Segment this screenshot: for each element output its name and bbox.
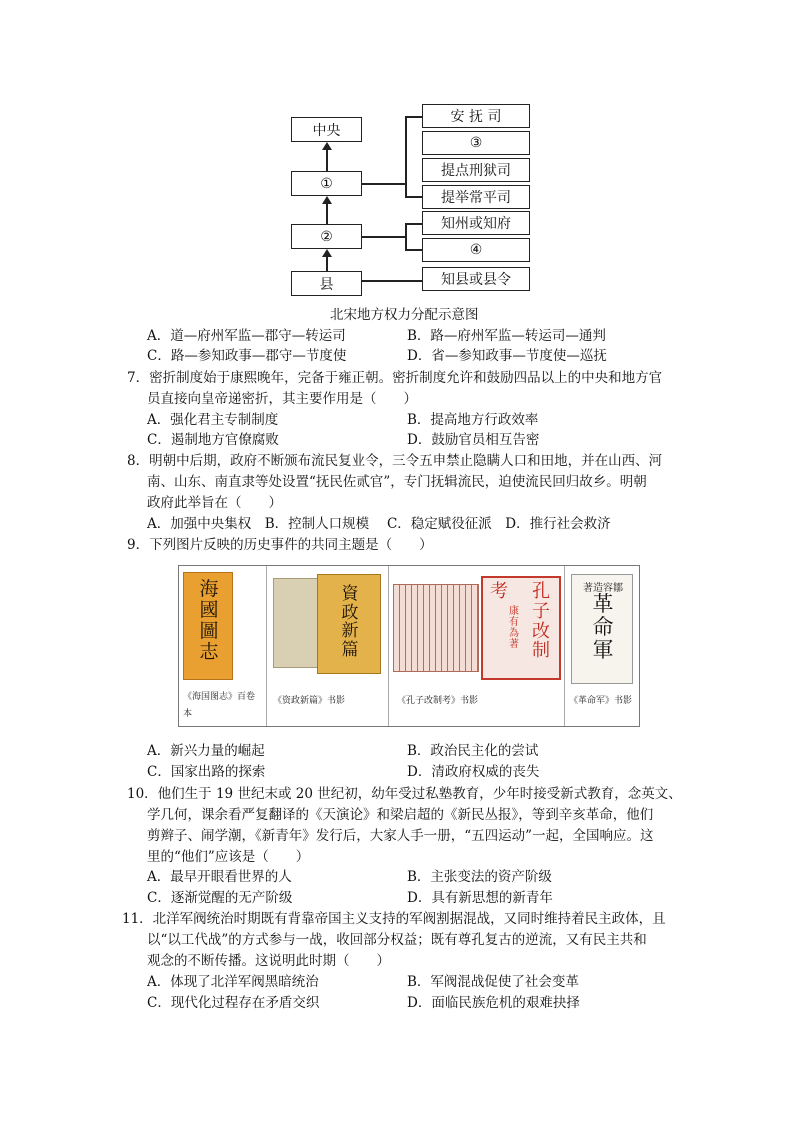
right-box-3: ③ — [422, 131, 530, 155]
q9-option-d: D．清政府权威的丧失 — [407, 764, 540, 780]
arrow-shaft — [326, 201, 328, 224]
q6-option-c: C．路—参知政事—郡守—节度使 — [147, 348, 347, 364]
connector — [405, 223, 422, 225]
q7-option-b: B．提高地方行政效率 — [407, 412, 539, 428]
county-box: 县 — [291, 271, 362, 296]
q6-option-b: B．路—府州军监—转运司—通判 — [407, 328, 606, 344]
arrow-head-icon — [322, 142, 332, 150]
q10-stem-line4: 里的“他们”应该是（ ） — [147, 849, 310, 865]
q7-option-c: C．遏制地方官僚腐败 — [147, 432, 279, 448]
zizhengxinpian-cover: 資 政 新 篇 — [317, 574, 381, 674]
box-2: ② — [291, 224, 362, 249]
q9-image-2 — [267, 566, 389, 726]
q9-image-1-caption: 《海国图志》百卷 — [183, 692, 256, 702]
connector — [405, 196, 422, 198]
q10-stem-line3: 剪辫子、闹学潮，《新青年》发行后，大家人手一册，“五四运动”一起，全国响应。这 — [147, 828, 654, 844]
q9-stem: 9．下列图片反映的历史事件的共同主题是（ ） — [127, 537, 433, 553]
q11-option-a: A．体现了北洋军阀黑暗统治 — [147, 974, 319, 990]
q10-stem-line1: 10．他们生于 19 世纪末或 20 世纪初，幼年受过私塾教育，少年时接受新式教育，念英文、 — [127, 786, 682, 802]
q7-stem-line2: 员直接向皇帝递密折，其主要作用是（ ） — [147, 391, 417, 407]
q9-image-2-caption: 《资政新篇》书影 — [273, 696, 346, 706]
right-box-tidianxingyusi: 提点刑狱司 — [422, 158, 530, 182]
q8-stem-line2: 南、山东、南直隶等处设置“抚民佐贰官”，专门抚辑流民，迫使流民回归故乡。明朝 — [147, 474, 647, 490]
arrow-head-icon — [322, 249, 332, 257]
arrow-shaft — [326, 147, 328, 171]
right-box-zhixian: 知县或县令 — [422, 267, 530, 291]
q8-stem-line3: 政府此举旨在（ ） — [147, 495, 282, 511]
q9-image-4-caption: 《革命军》书影 — [569, 696, 633, 706]
q11-option-b: B．军阀混战促使了社会变革 — [407, 974, 579, 990]
connector — [405, 223, 407, 250]
diagram-caption: 北宋地方权力分配示意图 — [330, 307, 479, 323]
arrow-head-icon — [322, 196, 332, 204]
gemingjun-cover: 著造容鄒 革 命 軍 — [571, 574, 633, 684]
q9-option-b: B．政治民主化的尝试 — [407, 743, 539, 759]
connector — [362, 280, 422, 282]
q9-image-1 — [179, 566, 267, 726]
q8-stem-line1: 8．明朝中后期，政府不断颁布流民复业令，三令五申禁止隐瞒人口和田地，并在山西、河 — [127, 453, 663, 469]
q11-option-d: D．面临民族危机的艰难抉择 — [407, 995, 580, 1011]
q9-option-a: A．新兴力量的崛起 — [147, 743, 265, 759]
q6-option-d: D．省—参知政事—节度使—巡抚 — [407, 348, 607, 364]
kongzigaizhikao-left-page — [393, 584, 479, 672]
q9-image-3 — [389, 566, 565, 726]
kongzigaizhikao-cover: 孔 子 改 制 考 康 有 為 著 — [481, 576, 561, 680]
q10-option-c: C．逐渐觉醒的无产阶级 — [147, 890, 293, 906]
q10-option-a: A．最早开眼看世界的人 — [147, 869, 292, 885]
box-1: ① — [291, 171, 362, 196]
right-box-4: ④ — [422, 238, 530, 262]
right-box-anfusi: 安 抚 司 — [422, 104, 530, 128]
q9-image-3-caption: 《孔子改制考》书影 — [397, 696, 479, 706]
q9-image-4 — [565, 566, 639, 726]
q9-image-strip — [178, 565, 640, 727]
q7-option-a: A．强化君主专制制度 — [147, 412, 279, 428]
q8-options: A．加强中央集权 B．控制人口规模 C．稳定赋役征派 D．推行社会救济 — [147, 516, 611, 532]
q6-option-a: A．道—府州军监—郡守—转运司 — [147, 328, 346, 344]
q11-stem-line1: 11．北洋军阀统治时期既有背靠帝国主义支持的军阀割据混战，又同时维持着民主政体，且 — [122, 911, 666, 927]
connector — [362, 183, 406, 185]
q11-stem-line2: 以“以工代战”的方式参与一战，收回部分权益；既有尊孔复古的逆流，又有民主共和 — [147, 932, 647, 948]
gemingjun-header: 著造容鄒 — [583, 583, 623, 594]
zizhengxinpian-left-page — [273, 578, 319, 668]
right-box-tijuchangpingsi: 提举常平司 — [422, 185, 530, 209]
q9-option-c: C．国家出路的探索 — [147, 764, 266, 780]
connector — [405, 116, 422, 118]
q11-stem-line3: 观念的不断传播。这说明此时期（ ） — [147, 953, 390, 969]
q7-stem-line1: 7．密折制度始于康熙晚年，完备于雍正朝。密折制度允许和鼓励四品以上的中央和地方官 — [127, 370, 663, 386]
q11-option-c: C．现代化过程存在矛盾交织 — [147, 995, 320, 1011]
connector — [405, 116, 407, 197]
q10-option-d: D．具有新思想的新青年 — [407, 890, 553, 906]
q10-option-b: B．主张变法的资产阶级 — [407, 869, 552, 885]
central-box: 中央 — [291, 117, 362, 142]
q10-stem-line2: 学几何，课余看严复翻译的《天演论》和梁启超的《新民丛报》，等到辛亥革命，他们 — [147, 807, 654, 823]
connector — [405, 249, 422, 251]
haiguotuzhi-cover: 海 國 圖 志 — [183, 572, 233, 680]
connector — [362, 236, 406, 238]
q9-image-1-caption-2: 本 — [183, 709, 193, 719]
right-box-zhizhou: 知州或知府 — [422, 211, 530, 235]
q7-option-d: D．鼓励官员相互告密 — [407, 432, 540, 448]
